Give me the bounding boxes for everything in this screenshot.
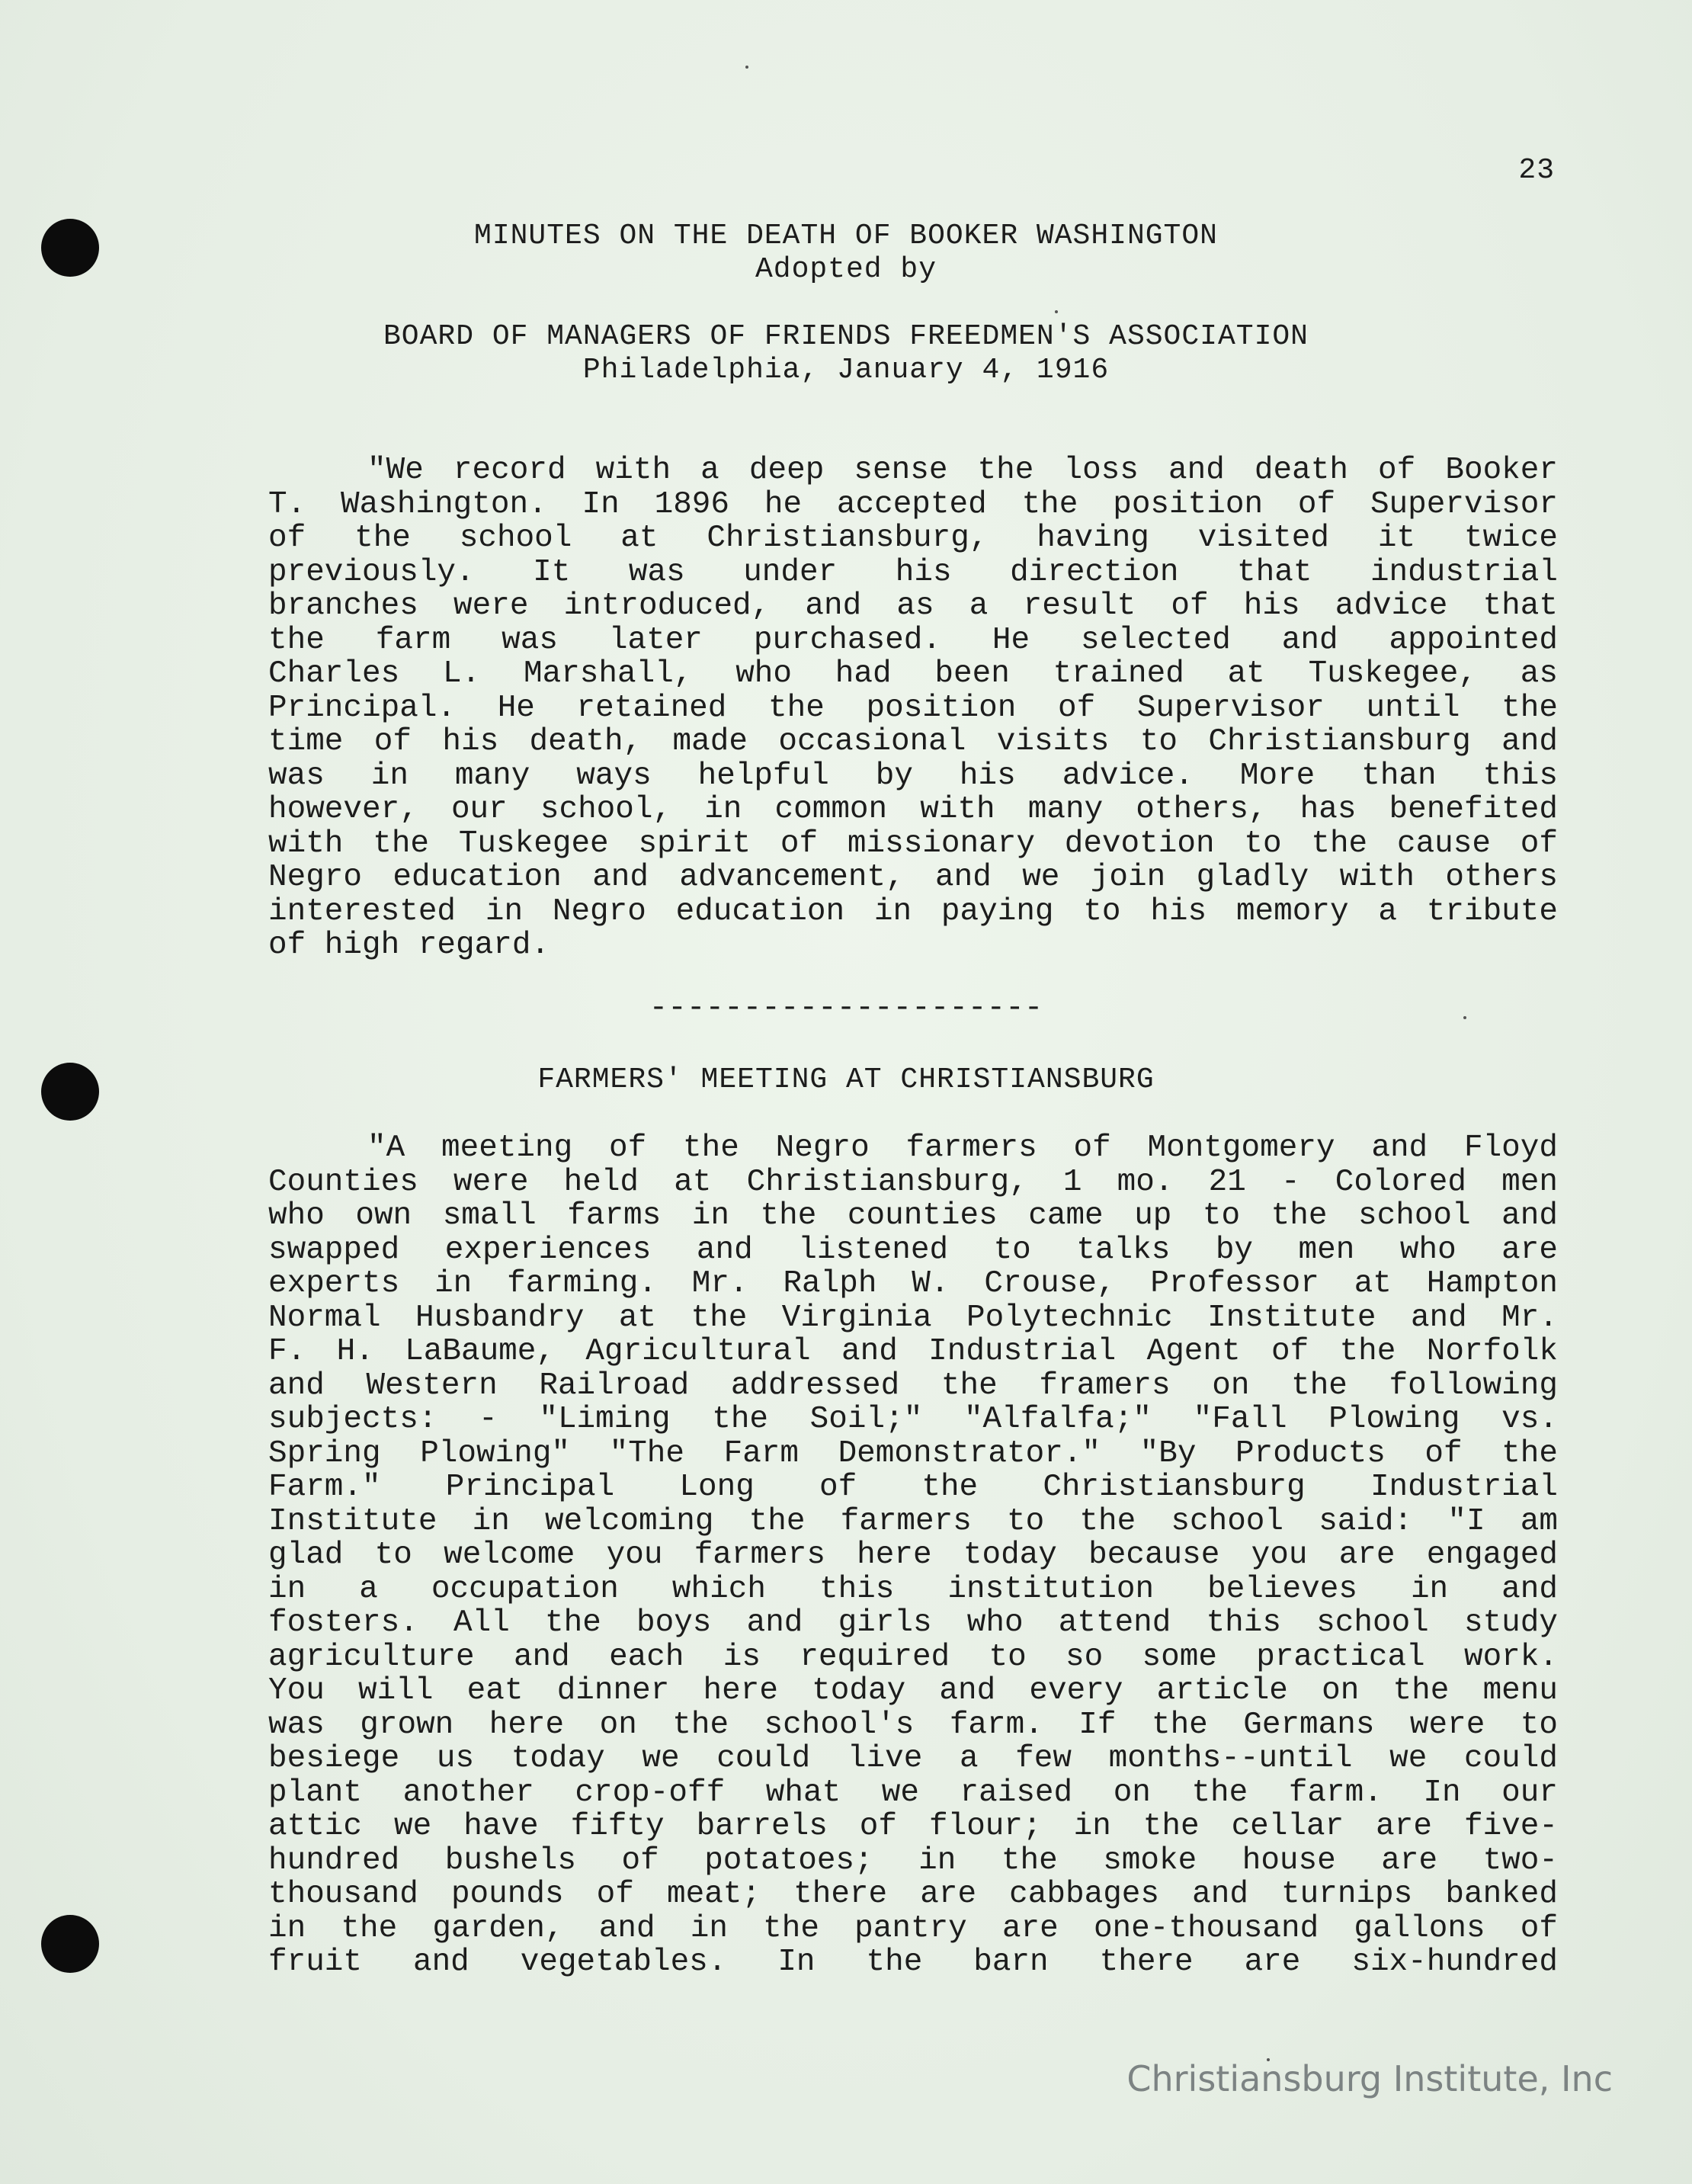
- text-line: plant another crop-off what we raised on the farm. In our: [268, 1775, 1558, 1810]
- text-line: fruit and vegetables. In the barn there are six-hundred: [268, 1945, 1558, 1980]
- text-line: T. Washington. In 1896 he accepted the position of Supervisor: [268, 487, 1558, 521]
- text-line: F. H. LaBaume, Agricultural and Industrial Agent of the Norfolk: [268, 1335, 1558, 1369]
- text-line: previously. It was under his direction that industrial: [268, 555, 1558, 589]
- paper-speck: [1055, 310, 1058, 313]
- text-line: agriculture and each is required to so some practical work.: [268, 1640, 1558, 1674]
- association-name: BOARD OF MANAGERS OF FRIENDS FREEDMEN'S ASSOCIATION: [383, 320, 1309, 353]
- text-line: You will eat dinner here today and every article on the menu: [268, 1674, 1558, 1708]
- text-line: "A meeting of the Negro farmers of Montgomery and Floyd: [367, 1131, 1558, 1166]
- section-divider: ---------------------: [649, 991, 1043, 1026]
- text-line: Farm." Principal Long of the Christiansburg Industrial: [268, 1470, 1558, 1505]
- text-line: branches were introduced, and as a result of his advice that: [268, 589, 1558, 624]
- text-line: "We record with a deep sense the loss and death of Booker: [367, 454, 1558, 488]
- minutes-title: MINUTES ON THE DEATH OF BOOKER WASHINGTON: [474, 220, 1218, 252]
- text-line: subjects: - "Liming the Soil;" "Alfalfa;" "Fall Plowing vs.: [268, 1403, 1558, 1437]
- text-line: Spring Plowing" "The Farm Demonstrator." "By Products of the: [268, 1436, 1558, 1470]
- text-line: experts in farming. Mr. Ralph W. Crouse, Professor at Hampton: [268, 1267, 1558, 1301]
- page-number: 23: [1518, 154, 1555, 187]
- text-line: besiege us today we could live a few months--until we could: [268, 1742, 1558, 1776]
- text-line: fosters. All the boys and girls who attend this school study: [268, 1606, 1558, 1640]
- binder-hole-bottom: [41, 1915, 99, 1973]
- text-line: with the Tuskegee spirit of missionary devotion to the cause of: [268, 826, 1558, 861]
- text-line: swapped experiences and listened to talks by men who are: [268, 1233, 1558, 1267]
- text-line: was grown here on the school's farm. If the Germans were to: [268, 1708, 1558, 1742]
- minutes-paragraph: [268, 454, 1558, 963]
- farmers-meeting-title: FARMERS' MEETING AT CHRISTIANSBURG: [537, 1063, 1155, 1096]
- text-line: the farm was later purchased. He selected and appointed: [268, 623, 1558, 657]
- text-line: in the garden, and in the pantry are one-thousand gallons of: [268, 1911, 1558, 1945]
- text-line: hundred bushels of potatoes; in the smoke house are two-: [268, 1843, 1558, 1878]
- location-date: Philadelphia, January 4, 1916: [582, 354, 1110, 386]
- text-line: Counties were held at Christiansburg, 1 mo. 21 - Colored men: [268, 1165, 1558, 1199]
- text-line: Principal. He retained the position of Supervisor until the: [268, 691, 1558, 725]
- text-line: and Western Railroad addressed the framers on the following: [268, 1368, 1558, 1403]
- text-line: Normal Husbandry at the Virginia Polytechnic Institute and Mr.: [268, 1300, 1558, 1335]
- text-line: however, our school, in common with many others, has benefited: [268, 793, 1558, 827]
- text-line: of high regard.: [268, 928, 550, 963]
- text-line: attic we have fifty barrels of flour; in the cellar are five-: [268, 1810, 1558, 1844]
- text-line: time of his death, made occasional visits to Christiansburg and: [268, 725, 1558, 759]
- farmers-meeting-paragraph: [268, 1131, 1558, 1980]
- text-line: in a occupation which this institution believes in and: [268, 1572, 1558, 1606]
- text-line: interested in Negro education in paying to his memory a tribute: [268, 894, 1558, 928]
- text-line: Charles L. Marshall, who had been trained at Tuskegee, as: [268, 657, 1558, 691]
- institution-watermark: Christiansburg Institute, Inc: [1126, 2058, 1613, 2099]
- text-line: of the school at Christiansburg, having visited it twice: [268, 521, 1558, 556]
- text-line: Negro education and advancement, and we join gladly with others: [268, 861, 1558, 895]
- text-line: was in many ways helpful by his advice. More than this: [268, 758, 1558, 793]
- paper-speck: [745, 66, 748, 69]
- text-line: thousand pounds of meat; there are cabbages and turnips banked: [268, 1878, 1558, 1912]
- text-line: Institute in welcoming the farmers to the school said: "I am: [268, 1504, 1558, 1538]
- text-line: who own small farms in the counties came up to the school and: [268, 1199, 1558, 1233]
- minutes-subtitle: Adopted by: [755, 253, 937, 286]
- text-line: glad to welcome you farmers here today because you are engaged: [268, 1538, 1558, 1573]
